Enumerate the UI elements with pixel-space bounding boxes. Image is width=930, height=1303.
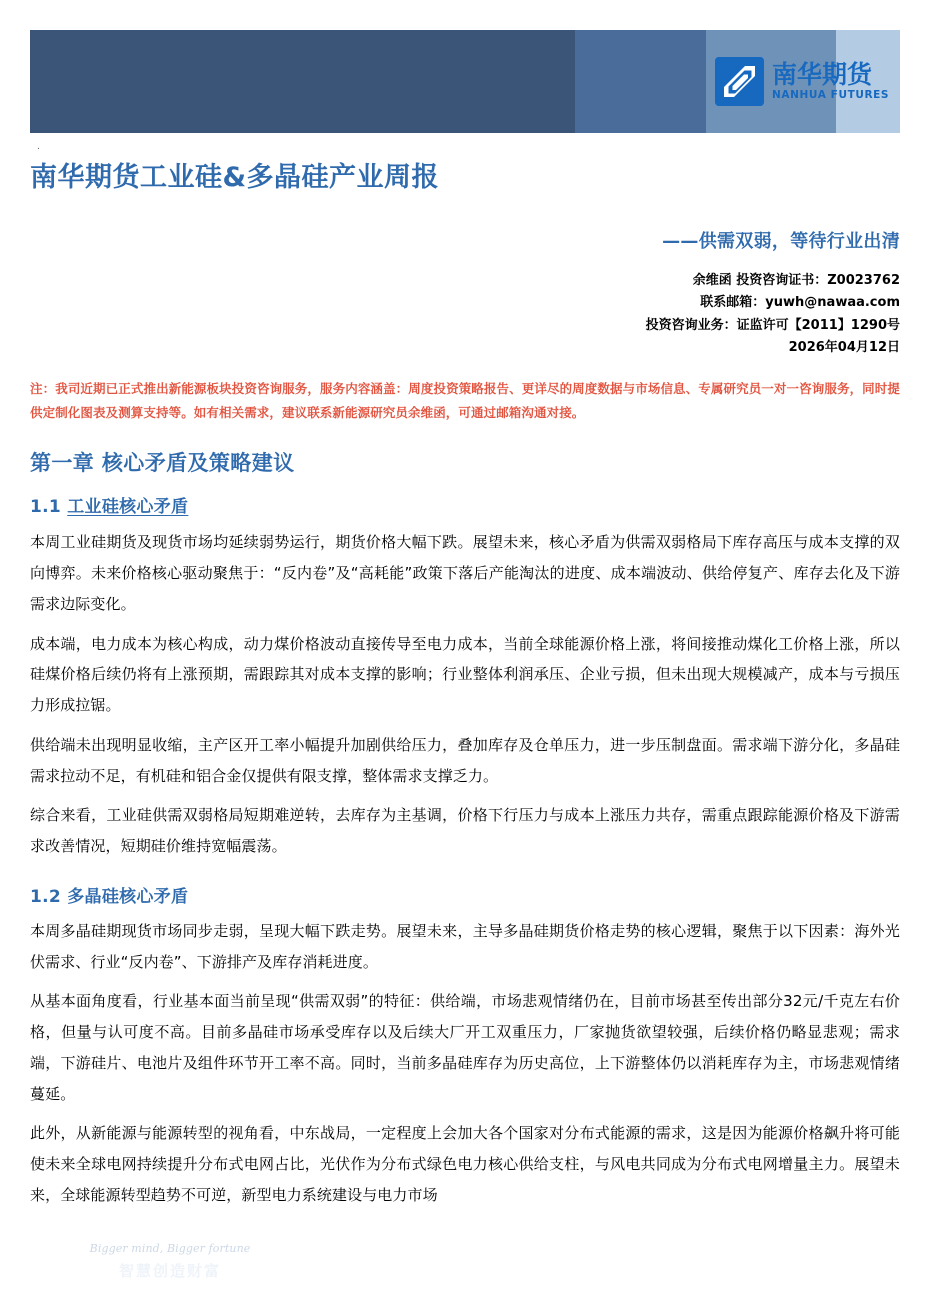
paragraph: 本周工业硅期货及现货市场均延续弱势运行，期货价格大幅下跌。展望未来，核心矛盾为供需双弱格局下库存高压与成本支撑的双向博弈。未来价格核心驱动聚焦于：“反内卷”及“高耗能”政策下落后产能淘汰的进度、成本端波动、供给停复产、库存去化及下游需求边际变化。 xyxy=(30,533,900,613)
section-heading-1-2: 1.2 多晶硅核心矛盾 xyxy=(30,886,189,907)
stray-mark: . xyxy=(37,142,40,152)
logo-name-chinese: 南华期货 xyxy=(772,60,873,90)
company-logo xyxy=(715,57,889,106)
paragraph: 成本端，电力成本为核心构成，动力煤价格波动直接传导至电力成本，当前全球能源价格上涨，将间接推动煤化工价格上涨，所以硅煤价格后续仍将有上涨预期，需跟踪其对成本支撑的影响；行业整体利润承压、企业亏损，但未出现大规模减产，成本与亏损压力形成拉锯。 xyxy=(30,634,900,715)
logo-wordmark xyxy=(772,62,889,101)
paragraph: 此外，从新能源与能源转型的视角看，中东战局，一定程度上会加大各个国家对分布式能源的需求，这是因为能源价格飙升将可能使未来全球电网持续提升分布式电网占比，光伏作为分布式绿色电力核心供给支柱，与风电共同成为分布式电网增量主力。展望未来，全球能源转型趋势不可逆，新型电力系统建设与电力市场 xyxy=(30,1124,900,1204)
chapter-heading: 第一章 核心矛盾及策略建议 xyxy=(30,451,295,476)
paragraph: 供给端未出现明显收缩，主产区开工率小幅提升加剧供给压力，叠加库存及仓单压力，进一步压制盘面。需求端下游分化，多晶硅需求拉动不足，有机硅和铝合金仅提供有限支撑，整体需求支撑乏力。 xyxy=(30,735,900,785)
meta-email-line: 联系邮箱：yuwh@nawaa.com xyxy=(700,295,900,311)
tagline-english: Bigger mind, Bigger fortune xyxy=(89,1242,251,1255)
logo-name-english: NANHUA FUTURES xyxy=(772,89,890,102)
section-number-1-1: 1.1 xyxy=(30,497,68,518)
meta-author-line: 余维函 投资咨询证书：Z0023762 xyxy=(692,273,900,289)
page-subtitle: ——供需双弱，等待行业出清 xyxy=(662,231,900,253)
section-label-1-1: 工业硅核心矛盾 xyxy=(67,497,189,518)
header-band-secondary xyxy=(575,30,706,133)
document-body xyxy=(30,160,900,1211)
meta-license-line: 投资咨询业务：证监许可【2011】1290号 xyxy=(645,317,900,333)
header-band-primary xyxy=(30,30,575,133)
meta-date-line: 2026年04月12日 xyxy=(788,340,900,356)
paragraph: 从基本面角度看，行业基本面当前呈现“供需双弱”的特征：供给端，市场悲观情绪仍在，目前市场甚至传出部分32元/千克左右价格，但量与认可度不高。目前多晶硅市场承受库存以及后续大厂开工双重压力，厂家抛货欲望较强，后续价格仍略显悲观；需求端，下游硅片、电池片及组件环节开工率不高。同时，当前多晶硅库存为历史高位，上下游整体仍以消耗库存为主，市场悲观情绪蔓延。 xyxy=(30,992,900,1103)
section-heading-1-1 xyxy=(30,492,900,517)
page-title: 南华期货工业硅&多晶硅产业周报 xyxy=(30,162,440,193)
tagline-chinese: 智慧创造财富 xyxy=(118,1262,221,1280)
service-notice: 注：我司近期已正式推出新能源板块投资咨询服务，服务内容涵盖：周度投资策略报告、更详尽的周度数据与市场信息、专属研究员一对一咨询服务，同时提供定制化图表及测算支持等。如有相关需求，建议联系新能源研究员余维函，可通过邮箱沟通对接。 xyxy=(30,380,900,420)
author-meta-block xyxy=(30,270,900,359)
brand-tagline xyxy=(55,1242,285,1281)
nanhua-logo-mark-icon xyxy=(715,57,764,106)
paragraph: 本周多晶硅期现货市场同步走弱，呈现大幅下跌走势。展望未来，主导多晶硅期货价格走势的核心逻辑，聚焦于以下因素：海外光伏需求、行业“反内卷”、下游排产及库存消耗进度。 xyxy=(30,921,900,971)
paragraph: 综合来看，工业硅供需双弱格局短期难逆转，去库存为主基调，价格下行压力与成本上涨压力共存，需重点跟踪能源价格及下游需求改善情况，短期硅价维持宽幅震荡。 xyxy=(30,806,900,856)
